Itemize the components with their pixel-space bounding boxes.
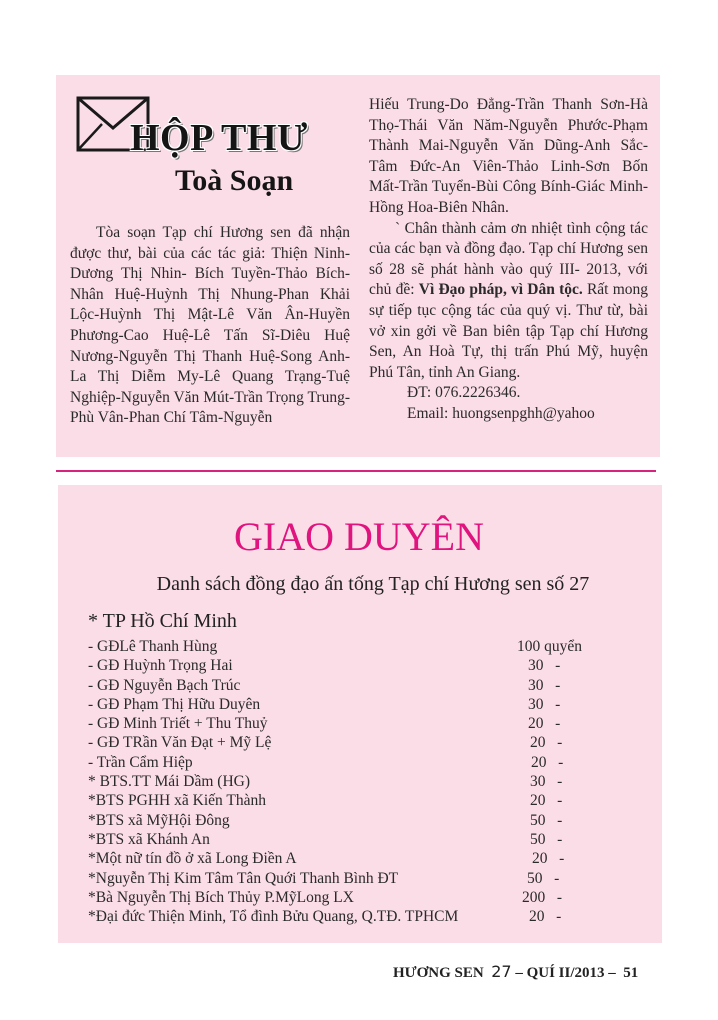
donor-quantity: 20 - [530,792,563,810]
page-footer [393,962,638,982]
thanks-text: ` Chân thành cảm ơn nhiệt tình cộng tác của các bạn và đồng đạo. Tạp chí Hương sen số 28 sẽ phát hành vào quý III- 2013, với chủ đề: [369,219,648,299]
donor-quantity: 20 - [529,908,562,926]
page-number: 51 [623,965,639,981]
donor-quantity: 200 - [522,888,563,906]
donor-name: - GĐ Nguyễn Bạch Trúc [88,676,241,694]
donor-quantity: 100 quyển [517,638,583,655]
submission-text: Rất mong sự tiếp tục cộng tác của quý vị. Thư từ, bài vở xin gởi về Ban biên tập Tạp chí Hương Sen, An Hoà Tự, thị trấn Phú Mỹ, huyện Phú Tân, tỉnh An Giang. [369,281,649,381]
donor-name: - GĐ Huỳnh Trọng Hai [88,657,233,675]
donor-name: - GĐ TRần Văn Đạt + Mỹ Lệ [88,734,272,752]
donor-quantity: 20 - [532,850,565,868]
magazine-name: HƯƠNG SEN [393,965,484,981]
donations-title: GIAO DUYÊN [234,514,484,559]
issue-period: – QUÍ II/2013 – [515,965,616,981]
donor-quantity: 50 - [527,869,560,887]
list-item [88,869,608,888]
list-item [88,714,608,733]
donor-quantity: 30 - [528,657,561,675]
donor-name: *BTS xã Khánh An [88,830,210,848]
donor-name: *BTS PGHH xã Kiến Thành [88,792,266,810]
contributors-paragraph: Tòa soạn Tạp chí Hương sen đã nhận được thư, bài của các tác giả: Thiện Ninh-Dương Thị Nhin- Bích Tuyền-Thảo Bích-Nhân Huệ-Huỳnh Thị Nhung-Phan Khải Lộc-Huỳnh Thị Mật-Lê Văn Ân-Huyền Phương-Cao Huệ-Lê Tấn Sĩ-Diêu Huệ Nương-Nguyễn Thị Thanh Huệ-Song Anh-La Thị Diễm My-Lê Quang Trạng-Tuệ Nghiệp-Nguyễn Văn Mút-Trần Trọng Trung-Phù Vân-Phan Chí Tâm-Nguyễn [70,224,350,427]
donor-name: *Đại đức Thiện Minh, Tổ đình Bửu Quang, Q.TĐ. TPHCM [88,908,459,926]
donor-name: *Nguyễn Thị Kim Tâm Tân Quới Thanh Bình ĐT [88,869,399,887]
phone-number: ĐT: 076.2226346. [407,384,521,402]
list-item [88,888,608,907]
donor-quantity: 20 - [531,753,564,771]
donations-subtitle: Danh sách đồng đạo ấn tống Tạp chí Hương sen số 27 [156,573,590,595]
donor-quantity: 20 - [528,715,561,733]
mailbox-right-column [369,95,648,425]
section-divider [56,470,656,472]
mailbox-left-column [70,223,350,429]
donor-name: - GĐ Minh Triết + Thu Thuỷ [88,715,268,733]
email-address: Email: huongsenpghh@yahoo [407,404,595,422]
donor-quantity: 30 - [530,773,563,791]
list-item [88,733,608,752]
issue-theme: Vì Đạo pháp, vì Dân tộc. [418,281,583,299]
region-heading: * TP Hồ Chí Minh [88,610,237,632]
list-item [88,772,608,791]
mailbox-subtitle: Toà Soạn [175,164,294,197]
donor-quantity: 30 - [528,676,561,694]
donor-quantity: 50 - [530,830,563,848]
donor-name: - GĐLê Thanh Hùng [88,638,218,655]
list-item [88,753,608,772]
list-item [88,811,608,830]
list-item [88,791,608,810]
donor-list [88,637,608,926]
contributors-continued: Hiếu Trung-Do Đẳng-Trần Thanh Sơn-Hà Thọ-Thái Văn Năm-Nguyễn Phước-Phạm Thành Mai-Nguyễn Văn Dũng-Anh Sắc-Tâm Đức-An Viên-Thảo Linh-Sơn Bốn Mất-Trần Tuyển-Bùi Công Bính-Giác Minh-Hồng Hoa-Biên Nhân. [369,96,648,216]
list-item [88,907,608,926]
list-item [88,676,608,695]
donor-quantity: 30 - [528,695,561,713]
list-item [88,830,608,849]
donor-name: - GĐ Phạm Thị Hữu Duyên [88,695,261,713]
list-item [88,637,608,656]
mailbox-title: HỘP THƯ [130,117,308,159]
donor-name: *Bà Nguyễn Thị Bích Thủy P.MỹLong LX [88,888,354,906]
donor-quantity: 20 - [530,734,563,752]
issue-number: 27 [491,962,512,981]
thanks-paragraph [369,219,648,384]
list-item [88,849,608,868]
donor-quantity: 50 - [530,811,563,829]
list-item [88,695,608,714]
donor-name: - Trần Cẩm Hiệp [88,753,193,771]
donor-name: *BTS xã MỹHội Đông [88,811,230,829]
list-item [88,656,608,675]
donor-name: *Một nữ tín đồ ở xã Long Điền A [88,850,297,868]
donor-name: * BTS.TT Mái Dầm (HG) [88,773,251,791]
